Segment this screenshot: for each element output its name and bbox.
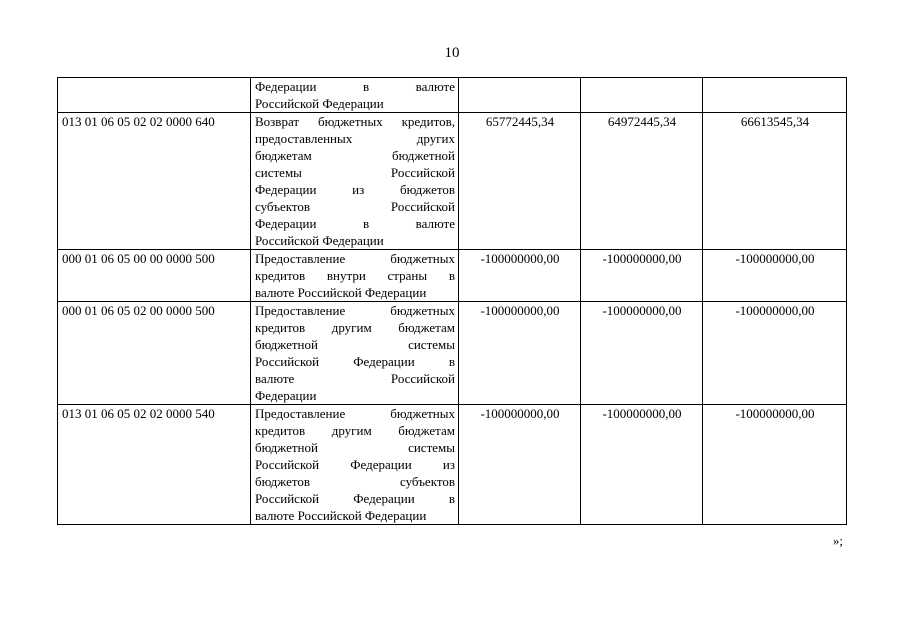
amount-year-3-cell: -100000000,00 xyxy=(703,250,847,302)
amount-year-2-cell: -100000000,00 xyxy=(581,250,703,302)
description-line: Предоставление бюджетных xyxy=(255,251,455,266)
table-row xyxy=(58,250,847,302)
description-line: валюте Российской Федерации xyxy=(255,508,427,523)
description-line: Федерации xyxy=(255,388,317,403)
description-line: бюджетов субъектов xyxy=(255,474,455,489)
table-row xyxy=(58,78,847,113)
description-cell xyxy=(251,78,459,113)
amount-year-2-cell: 64972445,34 xyxy=(581,113,703,250)
description-line: Возврат бюджетных кредитов, xyxy=(255,114,455,129)
amount-year-1-cell: -100000000,00 xyxy=(459,405,581,525)
description-cell xyxy=(251,113,459,250)
description-line: бюджетной системы xyxy=(255,440,455,455)
description-line: Российской Федерации из xyxy=(255,457,455,472)
page-number: 10 xyxy=(444,45,460,61)
description-line: Предоставление бюджетных xyxy=(255,303,455,318)
description-line: Российской Федерации в xyxy=(255,354,455,369)
amount-year-2-cell: -100000000,00 xyxy=(581,302,703,405)
description-line: предоставленных других xyxy=(255,131,455,146)
description-line: кредитов внутри страны в xyxy=(255,268,455,283)
table-row xyxy=(58,302,847,405)
description-line: Российской Федерации xyxy=(255,96,384,111)
description-line: системы Российской xyxy=(255,165,455,180)
budget-code-cell: 000 01 06 05 02 00 0000 500 xyxy=(58,302,251,405)
description-line: кредитов другим бюджетам xyxy=(255,423,455,438)
amount-year-2-cell xyxy=(581,78,703,113)
description-line: валюте Российской Федерации xyxy=(255,285,427,300)
description-line: Российской Федерации xyxy=(255,233,384,248)
description-cell xyxy=(251,405,459,525)
amount-year-1-cell xyxy=(459,78,581,113)
budget-sources-table xyxy=(57,77,847,525)
description-line: Предоставление бюджетных xyxy=(255,406,455,421)
amount-year-1-cell: 65772445,34 xyxy=(459,113,581,250)
description-line: валюте Российской xyxy=(255,371,455,386)
amount-year-3-cell: -100000000,00 xyxy=(703,302,847,405)
amount-year-2-cell: -100000000,00 xyxy=(581,405,703,525)
amount-year-3-cell: -100000000,00 xyxy=(703,405,847,525)
budget-code-cell xyxy=(58,78,251,113)
table-body xyxy=(58,78,847,525)
description-line: Российской Федерации в xyxy=(255,491,455,506)
budget-code-cell: 013 01 06 05 02 02 0000 540 xyxy=(58,405,251,525)
description-line: Федерации в валюте xyxy=(255,79,455,94)
description-line: субъектов Российской xyxy=(255,199,455,214)
description-line: Федерации из бюджетов xyxy=(255,182,455,197)
amount-year-1-cell: -100000000,00 xyxy=(459,302,581,405)
amount-year-3-cell xyxy=(703,78,847,113)
amount-year-3-cell: 66613545,34 xyxy=(703,113,847,250)
amount-year-1-cell: -100000000,00 xyxy=(459,250,581,302)
description-line: Федерации в валюте xyxy=(255,216,455,231)
description-line: кредитов другим бюджетам xyxy=(255,320,455,335)
budget-code-cell: 013 01 06 05 02 02 0000 640 xyxy=(58,113,251,250)
description-line: бюджетной системы xyxy=(255,337,455,352)
description-line: бюджетам бюджетной xyxy=(255,148,455,163)
table-row xyxy=(58,113,847,250)
table-row xyxy=(58,405,847,525)
closing-quote-mark: »; xyxy=(832,533,843,548)
budget-code-cell: 000 01 06 05 00 00 0000 500 xyxy=(58,250,251,302)
description-cell xyxy=(251,302,459,405)
description-cell xyxy=(251,250,459,302)
